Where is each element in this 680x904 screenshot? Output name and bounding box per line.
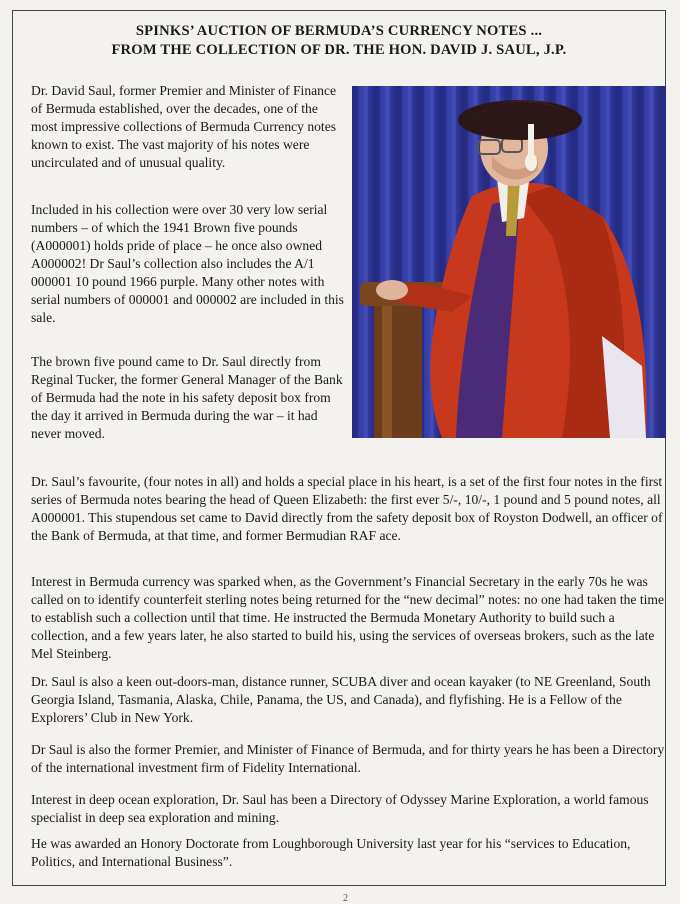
paragraph-outdoors: Dr. Saul is also a keen out-doors-man, distance runner, SCUBA diver and ocean kayaker (to NE Greenland, South Georgia Island, Tasmania, Alaska, Chile, Panama, the US, and Canada), and flyfishing. He is a Fellow of the Explorers’ Club in New York. [31, 674, 651, 725]
article-title-line-1: SPINKS’ AUCTION OF BERMUDA’S CURRENCY NOTES ... [135, 23, 543, 39]
paragraph-doctorate: He was awarded an Honory Doctorate from Loughborough University last year for his “services to Education, Politics, and International Business”. [31, 836, 631, 869]
paragraph-favourite-set: Dr. Saul’s favourite, (four notes in all) and holds a special place in his heart, is a set of the first four notes in the first series of Bermuda notes bearing the head of Queen Elizabeth: the first ever 5/-, 10/-, 1 pound and 5 pound notes, all A000001. This stupendous set came to David directly from the safety deposit box of Royston Dodwell, an officer of the Bank of Bermuda, at that time, and former Bermudian RAF ace. [31, 474, 663, 543]
paragraph-serial-numbers: Included in his collection were over 30 very low serial numbers – of which the 1941 Brown five pounds (A000001) holds pride of place – he once also owned A000002! Dr Saul’s collection also includes the A/1 000001 10 pound 1966 purple. Many other notes with serial numbers of 000001 and 000002 are included in this sale. [31, 202, 344, 325]
paragraph-brown-five-pound: The brown five pound came to Dr. Saul directly from Reginal Tucker, the former General Manager of the Bank of Bermuda had the note in his safety deposit box from the day it arrived in Bermuda during the war – it had never moved. [31, 354, 343, 441]
portrait-photo [352, 86, 666, 438]
paragraph-interest-origin: Interest in Bermuda currency was sparked when, as the Government’s Financial Secretary in the early 70s he was called on to identify counterfeit sterling notes being returned for the “new decimal” notes: no one had taken the time to establish such a collection until that time. He instructed the Bermuda Monetary Authority to build such a collection, and a few years later, he also started to build his, using the services of overseas brokers, such as the late Mel Steinberg. [31, 574, 665, 661]
page-number: 2 [343, 893, 348, 904]
paragraph-intro: Dr. David Saul, former Premier and Minister of Finance of Bermuda established, over the decades, one of the most impressive collections of Bermuda Currency notes known to exist. The vast majority of his notes were uncirculated and of unusual quality. [31, 83, 337, 170]
paragraph-odyssey: Interest in deep ocean exploration, Dr. Saul has been a Directory of Odyssey Marine Exploration, a world famous specialist in deep sea exploration and mining. [31, 792, 649, 825]
article-title-line-2: FROM THE COLLECTION OF DR. THE HON. DAVID J. SAUL, J.P. [111, 42, 567, 58]
paragraph-fidelity: Dr Saul is also the former Premier, and Minister of Finance of Bermuda, and for thirty years he has been a Directory of the international investment firm of Fidelity International. [31, 742, 665, 775]
